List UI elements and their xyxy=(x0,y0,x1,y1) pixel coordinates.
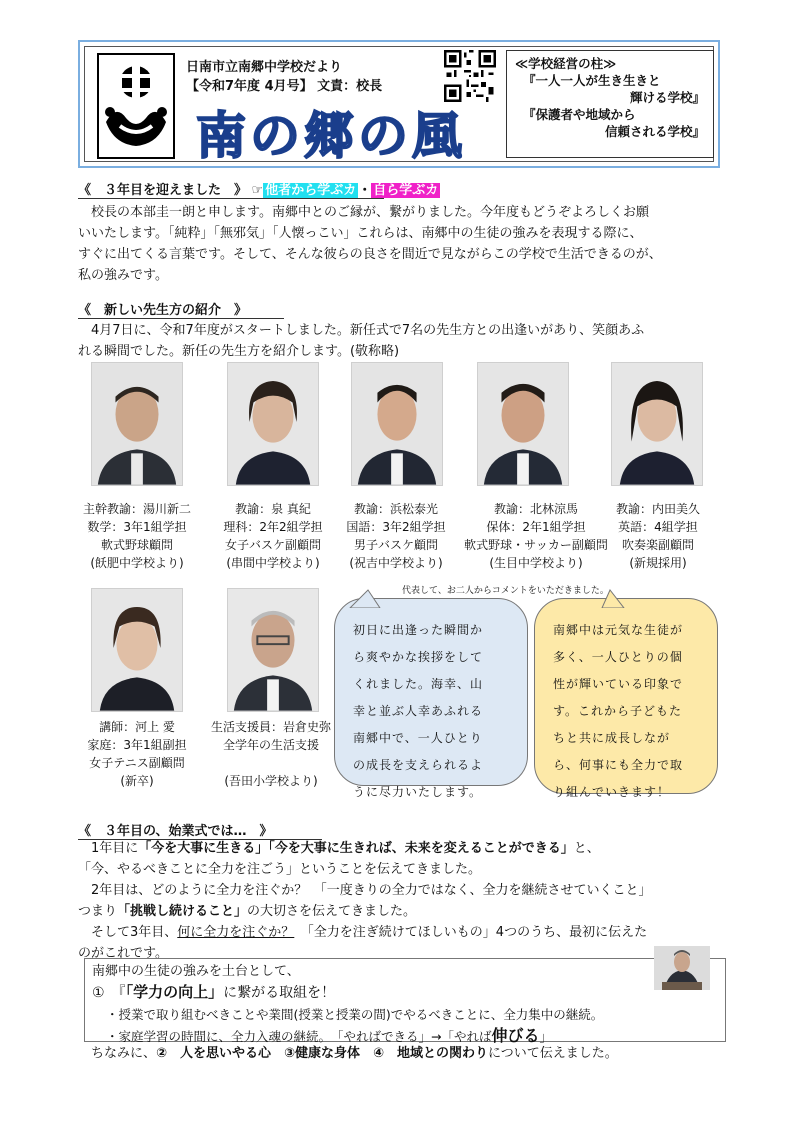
teacher-caption-7 xyxy=(196,718,346,790)
caption-subject: 数学：3年1組学担 xyxy=(87,520,187,534)
bubble-line: ちと共に成長しなが xyxy=(553,731,671,745)
teacher-photo-4 xyxy=(477,362,569,486)
caption-role: 教諭：泉 真紀 xyxy=(235,502,311,516)
caption-role: 教諭：北林涼馬 xyxy=(493,502,578,516)
caption-origin: (飫肥中学校より) xyxy=(90,556,184,570)
caption-club: 男子バスケ顧問 xyxy=(353,538,438,552)
section-1-title: 《 ３年目を迎えました 》 xyxy=(78,183,248,198)
bubble-line: 南郷中は元気な生徒が xyxy=(553,623,684,637)
school-name: 日南市立南郷中学校だより xyxy=(186,60,343,75)
text: ① 『 xyxy=(92,985,126,1001)
comment-bubble-1 xyxy=(334,598,528,799)
qr-code-icon[interactable] xyxy=(444,50,496,102)
caption-club: 女子テニス副顧問 xyxy=(89,756,185,770)
school-emblem-logo xyxy=(96,52,176,160)
teacher-photo-6 xyxy=(91,588,183,712)
caption-club: 軟式野球顧問 xyxy=(100,538,173,552)
pillar-1-a: 『一人一人が生き生きと xyxy=(523,73,661,88)
bubble-line: の成長を支えられるよ xyxy=(353,758,484,772)
bubble-line: 幸と並ぶ人幸あふれる xyxy=(353,704,484,718)
bubble-line: ら爽やかな挨拶をして xyxy=(353,650,484,664)
caption-origin: (新規採用) xyxy=(629,556,687,570)
caption-subject: 家庭：3年1組副担 xyxy=(87,738,187,752)
section-1-underline xyxy=(78,198,384,199)
key-word-grow: 伸びる xyxy=(491,1026,540,1045)
tag-separator: ・ xyxy=(358,183,372,198)
opening-ceremony-text xyxy=(78,838,738,964)
teacher-photo-7 xyxy=(227,588,319,712)
new-teachers-intro xyxy=(78,320,728,362)
intro-line-1: 4月7日に、令和7年度がスタートしました。新任式で7名の先生方との出逢いがあり、笑顔あふ xyxy=(78,323,645,338)
section-2-title: 《 新しい先生方の紹介 》 xyxy=(78,303,248,318)
tag-learn-from-others: 他者から学ぶカ xyxy=(265,183,357,198)
caption-origin: (祝吉中学校より) xyxy=(349,556,443,570)
greeting-line-4: 私の強みです。 xyxy=(78,268,168,283)
teacher-photo-3 xyxy=(351,362,443,486)
comment-bubble-2 xyxy=(534,598,718,799)
closing-line xyxy=(78,1043,738,1064)
key-phrase-academic: 「学力の向上」 xyxy=(125,983,224,1001)
greeting-line-1: 校長の本部圭一朗と申します。南郷中とのご縁が、繋がりました。今年度もどうぞよろしくお願 xyxy=(78,205,649,220)
text: 1年目に xyxy=(78,841,139,856)
caption-role: 主幹教諭：湯川新二 xyxy=(82,502,191,516)
bubble-line: 多く、一人ひとりの個 xyxy=(553,650,683,664)
key-phrase-year1: 「今を大事に生きる」「今を大事に生きれば、未来を変えることができる」 xyxy=(138,841,574,856)
text: ちなみに、 xyxy=(78,1046,157,1061)
teacher-caption-2 xyxy=(203,500,343,572)
caption-origin: (生目中学校より) xyxy=(489,556,583,570)
pillar-1-b: 輝ける学校』 xyxy=(629,90,705,105)
section-3-title: 《 ３年目の、始業式では… 》 xyxy=(78,824,273,839)
text: の大切さを伝えてきました。 xyxy=(247,904,417,919)
section-2-underline xyxy=(78,318,284,319)
caption-role: 教諭：内田美久 xyxy=(615,502,700,516)
issue-line: 【令和7年度 4月号】 文責：校長 xyxy=(186,79,383,94)
caption-role: 講師：河上 愛 xyxy=(99,720,175,734)
pillar-2-b: 信頼される学校』 xyxy=(604,124,705,139)
bubble-line: す。これから子どもた xyxy=(553,704,683,718)
box-bullet-1: ・授業で取り組むべきことや業間(授業と授業の間)でやるべきことに、全力集中の継続。 xyxy=(106,1007,604,1022)
caption-club: 吹奏楽副顧問 xyxy=(621,538,694,552)
intro-line-2: れる瞬間でした。新任の先生方を紹介します。(敬称略) xyxy=(78,344,400,359)
tag-learn-by-self: 自ら学ぶカ xyxy=(373,183,439,198)
academic-focus-content xyxy=(92,961,712,1047)
text: つまり xyxy=(78,904,118,919)
text: そして3年目、 xyxy=(78,925,178,940)
key-phrase-year2: 「挑戦し続けること」 xyxy=(117,904,248,919)
bubble-line: 初日に出逢った瞬間か xyxy=(353,623,484,637)
bubble-line: くれました。海幸、山 xyxy=(353,677,484,691)
bubble-line: 南郷中で、一人ひとり xyxy=(353,731,483,745)
greeting-line-3: すぐに出てくる言葉です。そして、そんな彼らの良さを間近で見ながらこの学校で生活できるのが、 xyxy=(78,247,662,262)
teacher-caption-6 xyxy=(67,718,207,790)
text-line: 「今、やるべきことに全力を注ごう」ということを伝えてきました。 xyxy=(78,862,482,877)
caption-subject: 全学年の生活支援 xyxy=(222,738,319,752)
box-intro: 南郷中の生徒の強みを土台として、 xyxy=(92,964,300,979)
caption-club: 軟式野球・サッカー副顧問 xyxy=(464,538,608,552)
teacher-caption-3 xyxy=(326,500,466,572)
caption-club xyxy=(196,754,346,772)
bubble-line: ら、何事にも全力で取 xyxy=(553,758,684,772)
text: に繋がる取組を！ xyxy=(223,985,336,1001)
other-themes: ② 人を思いやる心 ③健康な身体 ④ 地域との関わり xyxy=(156,1046,489,1061)
caption-subject: 英語：4組学担 xyxy=(618,520,698,534)
text-line: 2年目は、どのように全力を注ぐか？ 「一度きりの全力ではなく、全力を継続させていくこと」 xyxy=(78,883,652,898)
teacher-photo-2 xyxy=(227,362,319,486)
teacher-photo-5 xyxy=(611,362,703,486)
caption-role: 生活支援員：岩倉史弥 xyxy=(210,720,331,734)
caption-role: 教諭：浜松泰光 xyxy=(353,502,438,516)
caption-subject: 保体：2年1組学担 xyxy=(486,520,586,534)
bubble-line: 性が輝いている印象で xyxy=(553,677,684,691)
teacher-caption-5 xyxy=(588,500,728,572)
greeting-line-2: いいたします。「純粋」「無邪気」「人懐っこい」これらは、南郷中の生徒の強みを表現する際に、 xyxy=(78,226,643,241)
caption-origin: (串間中学校より) xyxy=(226,556,320,570)
text: 」 xyxy=(539,1029,553,1044)
pointer-icon: ☞ xyxy=(251,183,264,198)
principal-greeting xyxy=(78,202,728,286)
section-1-heading xyxy=(78,179,440,198)
text: 「全力を注ぎ続けてほしいもの」4つのうち、最初に伝えた xyxy=(294,925,648,940)
text: と、 xyxy=(573,841,600,856)
masthead-title: 南の郷の風 xyxy=(196,107,466,165)
text: ・家庭学習の時間に、全力入魂の継続。 「やればできる」→「やれば xyxy=(106,1029,492,1044)
teacher-photo-1 xyxy=(91,362,183,486)
pillars-title: ≪学校経営の柱≫ xyxy=(515,56,617,71)
key-question-year3: 何に全力を注ぐか？ xyxy=(177,925,295,940)
bubble-line: り組んでいきます！ xyxy=(553,785,671,799)
caption-subject: 国語：3年2組学担 xyxy=(346,520,446,534)
caption-subject: 理科：2年2組学担 xyxy=(223,520,323,534)
bubble-line: うに尽力いたします。 xyxy=(353,785,483,799)
caption-club: 女子バスケ副顧問 xyxy=(224,538,321,552)
pillar-2-a: 『保護者や地域から xyxy=(523,107,636,122)
teacher-caption-1 xyxy=(67,500,207,572)
caption-origin: (吾田小学校より) xyxy=(224,774,318,788)
text-line: のがこれです。 xyxy=(78,946,168,961)
caption-origin: (新卒) xyxy=(120,774,154,788)
school-management-pillars xyxy=(506,50,714,158)
comment-intro: 代表して、お二人からコメントをいただきました。 xyxy=(402,586,609,596)
bubble-tails xyxy=(340,588,730,608)
text: について伝えました。 xyxy=(488,1046,618,1061)
